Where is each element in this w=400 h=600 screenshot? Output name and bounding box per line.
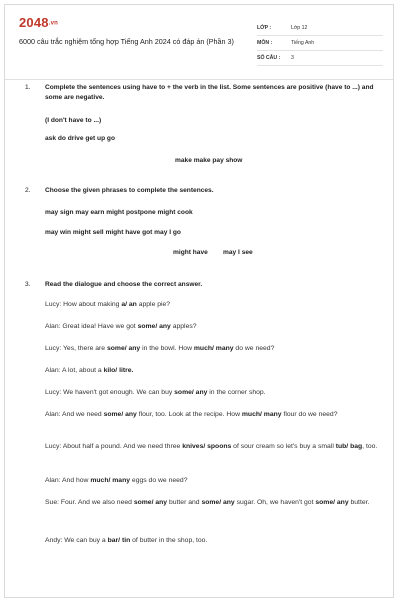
phrase-list: may sign may earn might postpone might cook	[45, 209, 193, 216]
word-list: ask do drive get up go	[45, 135, 115, 142]
dialogue-text: Alan: And how	[45, 477, 91, 484]
question-2	[25, 186, 377, 266]
dialogue-text: do we need?	[233, 345, 275, 352]
meta-key: MÔN :	[257, 40, 273, 46]
answer-choice[interactable]: some/ any	[315, 499, 349, 506]
dialogue-text: Sue: Four. And we also need	[45, 499, 134, 506]
meta-value: Tiếng Anh	[291, 40, 315, 46]
question-number: 2.	[25, 187, 31, 194]
dialogue-text: Alan: Great idea! Have we got	[45, 323, 138, 330]
dialogue-text: eggs do we need?	[130, 477, 188, 484]
question-1	[25, 83, 377, 173]
dialogue-text: Lucy: How about making	[45, 301, 122, 308]
answer-choice[interactable]: bar/ tin	[107, 537, 131, 544]
dialogue-text: of sour cream so let's buy a small	[231, 443, 336, 450]
document-title: 6000 câu trắc nghiệm tổng hợp Tiếng Anh 2024 có đáp án (Phần 3)	[19, 37, 234, 46]
dialogue-text: butter.	[348, 499, 370, 506]
dialogue-text: Andy: We can buy a	[45, 537, 108, 544]
answer-choice[interactable]: much/ many	[241, 411, 282, 418]
question-number: 3.	[25, 281, 31, 288]
answer-choice[interactable]: some/ any	[174, 389, 208, 396]
answer-choice[interactable]: some/ any	[201, 499, 235, 506]
dialogue-line	[45, 498, 379, 509]
dialogue-text: Lucy: About half a pound. And we need three	[45, 443, 183, 450]
dialogue-line	[45, 536, 379, 547]
dialogue-line	[45, 388, 379, 399]
dialogue-text: Alan: A lot, about a	[45, 367, 104, 374]
meta-value: Lớp 12	[291, 25, 308, 31]
dialogue-text: , too.	[362, 443, 378, 450]
dialogue-text: in the bowl. How	[140, 345, 194, 352]
dialogue-text: flour, too. Look at the recipe. How	[136, 411, 242, 418]
answer-choice[interactable]: some/ any	[103, 411, 137, 418]
dialogue-line	[45, 476, 379, 487]
meta-value: 3	[291, 55, 294, 61]
answer-choice[interactable]: some/ any	[106, 345, 141, 352]
meta-row-subject	[257, 36, 383, 51]
dialogue-text: in the corner shop.	[207, 389, 266, 396]
answer-choice[interactable]: a/ an	[121, 301, 137, 308]
question-body	[45, 280, 378, 544]
dialogue-text: butter and	[167, 499, 202, 506]
word-list: make make pay show	[175, 157, 243, 164]
answer-choice[interactable]: some/ any	[137, 323, 171, 330]
meta-key: LỚP :	[257, 25, 272, 31]
dialogue-text: Lucy: Yes, there are	[45, 345, 107, 352]
document-header	[19, 15, 383, 73]
dialogue-line	[45, 442, 379, 453]
dialogue-text: Alan: And we need	[45, 411, 104, 418]
question-body	[45, 186, 375, 256]
answer-choice[interactable]: some/ any	[133, 499, 168, 506]
answer-choice[interactable]: much/ many	[193, 345, 234, 352]
question-instruction: Complete the sentences using have to + the verb in the list. Some sentences are positive (have to ...) and some are negative.	[45, 84, 374, 101]
answer-choice[interactable]: much/ many	[90, 477, 131, 484]
meta-key: SỐ CÂU :	[257, 55, 281, 61]
document-page	[4, 4, 394, 598]
dialogue-text: apple pie?	[136, 301, 171, 308]
dialogue-text: of butter in the shop, too.	[130, 537, 208, 544]
logo-suffix: .vn	[48, 20, 59, 27]
question-body	[45, 83, 375, 164]
header-divider	[5, 79, 393, 80]
dialogue-text: sugar. Oh, we haven't got	[234, 499, 316, 506]
dialogue-line	[45, 410, 379, 421]
meta-row-count	[257, 51, 383, 66]
dialogue-line	[45, 322, 379, 333]
dialogue-text: apples?	[170, 323, 197, 330]
phrase-item: might have	[173, 249, 208, 256]
question-number: 1.	[25, 84, 31, 91]
answer-choice[interactable]: tub/ bag	[335, 443, 363, 450]
answer-choice[interactable]: kilo/ litre.	[103, 367, 134, 374]
meta-table	[257, 21, 383, 66]
dialogue-line	[45, 344, 379, 355]
question-instruction: Choose the given phrases to complete the sentences.	[45, 187, 214, 194]
answer-choice[interactable]: knives/ spoons	[182, 443, 232, 450]
question-3	[25, 280, 377, 570]
logo-text: 2048	[19, 15, 49, 30]
phrase-item: may I see	[223, 249, 253, 256]
dialogue-text: flour do we need?	[281, 411, 338, 418]
hint-line: (I don't have to ...)	[45, 117, 102, 124]
phrase-list: may win might sell might have got may I go	[45, 229, 181, 236]
question-instruction: Read the dialogue and choose the correct answer.	[45, 281, 203, 288]
dialogue-line	[45, 300, 379, 311]
meta-row-class	[257, 21, 383, 36]
dialogue-line	[45, 366, 379, 377]
dialogue-text: Lucy: We haven't got enough. We can buy	[45, 389, 175, 396]
